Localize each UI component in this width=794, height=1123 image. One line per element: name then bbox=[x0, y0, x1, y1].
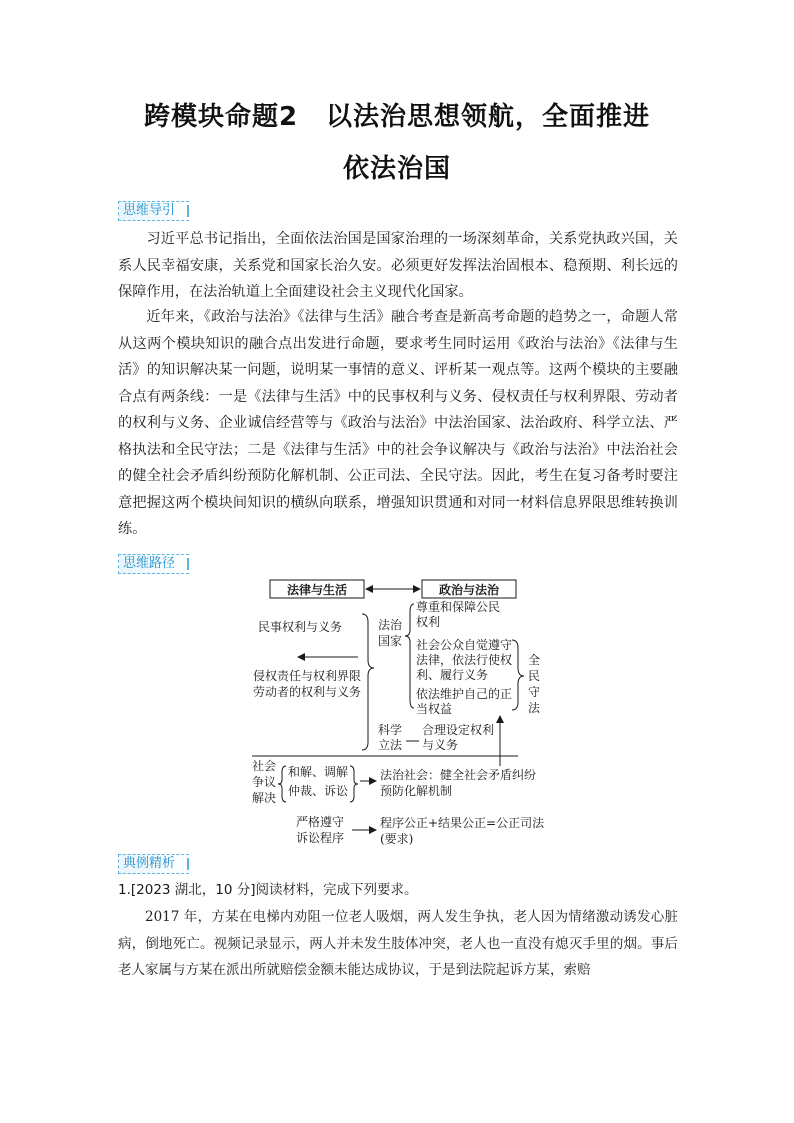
yange-line1: 严格遵守 bbox=[296, 815, 345, 829]
labor-label: 劳动者的权利与义务 bbox=[253, 685, 362, 699]
brace-heji bbox=[350, 766, 358, 802]
section-tag-path: 思维路径 bbox=[118, 554, 189, 574]
right3-line2: 当权益 bbox=[416, 702, 453, 716]
module-label: 跨模块命题2 bbox=[143, 102, 299, 132]
right2-line1: 社会公众自觉遵守 bbox=[416, 638, 513, 652]
civil-rights-label: 民事权利与义务 bbox=[258, 620, 343, 634]
fazhi-shehui-line2: 预防化解机制 bbox=[380, 784, 453, 798]
kexue-line2: 立法 bbox=[378, 738, 403, 752]
guide-paragraph-1: 习近平总书记指出，全面依法治国是国家治理的一场深刻革命，关系党执政兴国，关系人民幸福安康，关系党和国家长治久安。必须更好发挥法治固根本、稳预期、利长远的保障作用，在法治轨道上全面建设社会主义现代化国家。 bbox=[118, 231, 678, 300]
box-politics-label: 政治与法治 bbox=[438, 583, 500, 597]
brace-quanmin bbox=[512, 640, 524, 710]
fazhi-shehui-line1: 法治社会：健全社会矛盾纠纷 bbox=[380, 768, 537, 782]
brace-shehui bbox=[278, 766, 286, 802]
heji-line1: 和解、调解 bbox=[288, 765, 349, 779]
page-title-line2: 依法治国 bbox=[342, 154, 451, 184]
brace-fazhi bbox=[405, 604, 414, 708]
section-tag-guide: 思维导引 bbox=[118, 201, 189, 221]
brace-left-group bbox=[362, 614, 374, 750]
right1-line2: 权利 bbox=[416, 615, 441, 629]
kexue-line1: 科学 bbox=[378, 723, 403, 737]
heji-line2: 仲裁、诉讼 bbox=[288, 784, 349, 798]
right2-line3: 利、履行义务 bbox=[416, 668, 489, 682]
box-law-and-life-label: 法律与生活 bbox=[286, 583, 348, 597]
question-material: 2017 年，方某在电梯内劝阻一位老人吸烟，两人发生争执，老人因为情绪激动诱发心脏病，倒地死亡。视频记录显示，两人并未发生肢体冲突，老人也一直没有熄灭手里的烟。事后老人家属与方某在派出所就赔偿金额未能达成协议，于是到法院起诉方某，索赔 bbox=[118, 909, 678, 978]
quanmin-char-1: 全 bbox=[528, 653, 541, 667]
fazhi-guojia-line2: 国家 bbox=[378, 634, 403, 648]
gongzheng-line2: (要求) bbox=[380, 832, 414, 846]
right3-line1: 依法维护自己的正 bbox=[416, 687, 513, 701]
kexue-right-line1: 合理设定权利 bbox=[422, 723, 495, 737]
quanmin-char-4: 法 bbox=[528, 701, 541, 715]
question-heading: 1.[2023 湖北，10 分]阅读材料，完成下列要求。 bbox=[118, 882, 418, 898]
right2-line2: 法律，依法行使权 bbox=[416, 653, 513, 667]
section-tag-example: 典例精析 bbox=[118, 854, 189, 874]
guide-paragraph-2: 近年来，《政治与法治》《法律与生活》融合考查是新高考命题的趋势之一，命题人常从这两个模块知识的融合点出发进行命题，要求考生同时运用《政治与法治》《法律与生活》的知识解决某一问题，说明某一事情的意义、评析某一观点等。这两个模块的主要融合点有两条线：一是《法律与生活》中的民事权利与义务、侵权责任与权利界限、劳动者的权利与义务、企业诚信经营等与《政治与法治》中法治国家、法治政府、科学立法、严格执法和全民守法；二是《法律与生活》中的社会争议解决与《政治与法治》中法治社会的健全社会矛盾纠纷预防化解机制、公正司法、全民守法。因此，考生在复习备考时要注意把握这两个模块间知识的横纵向联系，增强知识贯通和对同一材料信息界限思维转换训练。 bbox=[118, 309, 678, 537]
fazhi-guojia-line1: 法治 bbox=[378, 618, 403, 632]
kexue-right-line2: 与义务 bbox=[422, 738, 459, 752]
shehui-line3: 解决 bbox=[252, 791, 277, 805]
right1-line1: 尊重和保障公民 bbox=[416, 600, 501, 614]
gongzheng-line1: 程序公正+结果公正=公正司法 bbox=[380, 816, 545, 830]
quanmin-char-2: 民 bbox=[528, 669, 541, 683]
title-text: 以法治思想领航，全面推进 bbox=[326, 102, 651, 132]
quanmin-char-3: 守 bbox=[528, 685, 541, 699]
tort-label: 侵权责任与权利界限 bbox=[253, 669, 362, 683]
shehui-line2: 争议 bbox=[252, 775, 277, 789]
yange-line2: 诉讼程序 bbox=[296, 831, 345, 845]
shehui-line1: 社会 bbox=[252, 759, 277, 773]
